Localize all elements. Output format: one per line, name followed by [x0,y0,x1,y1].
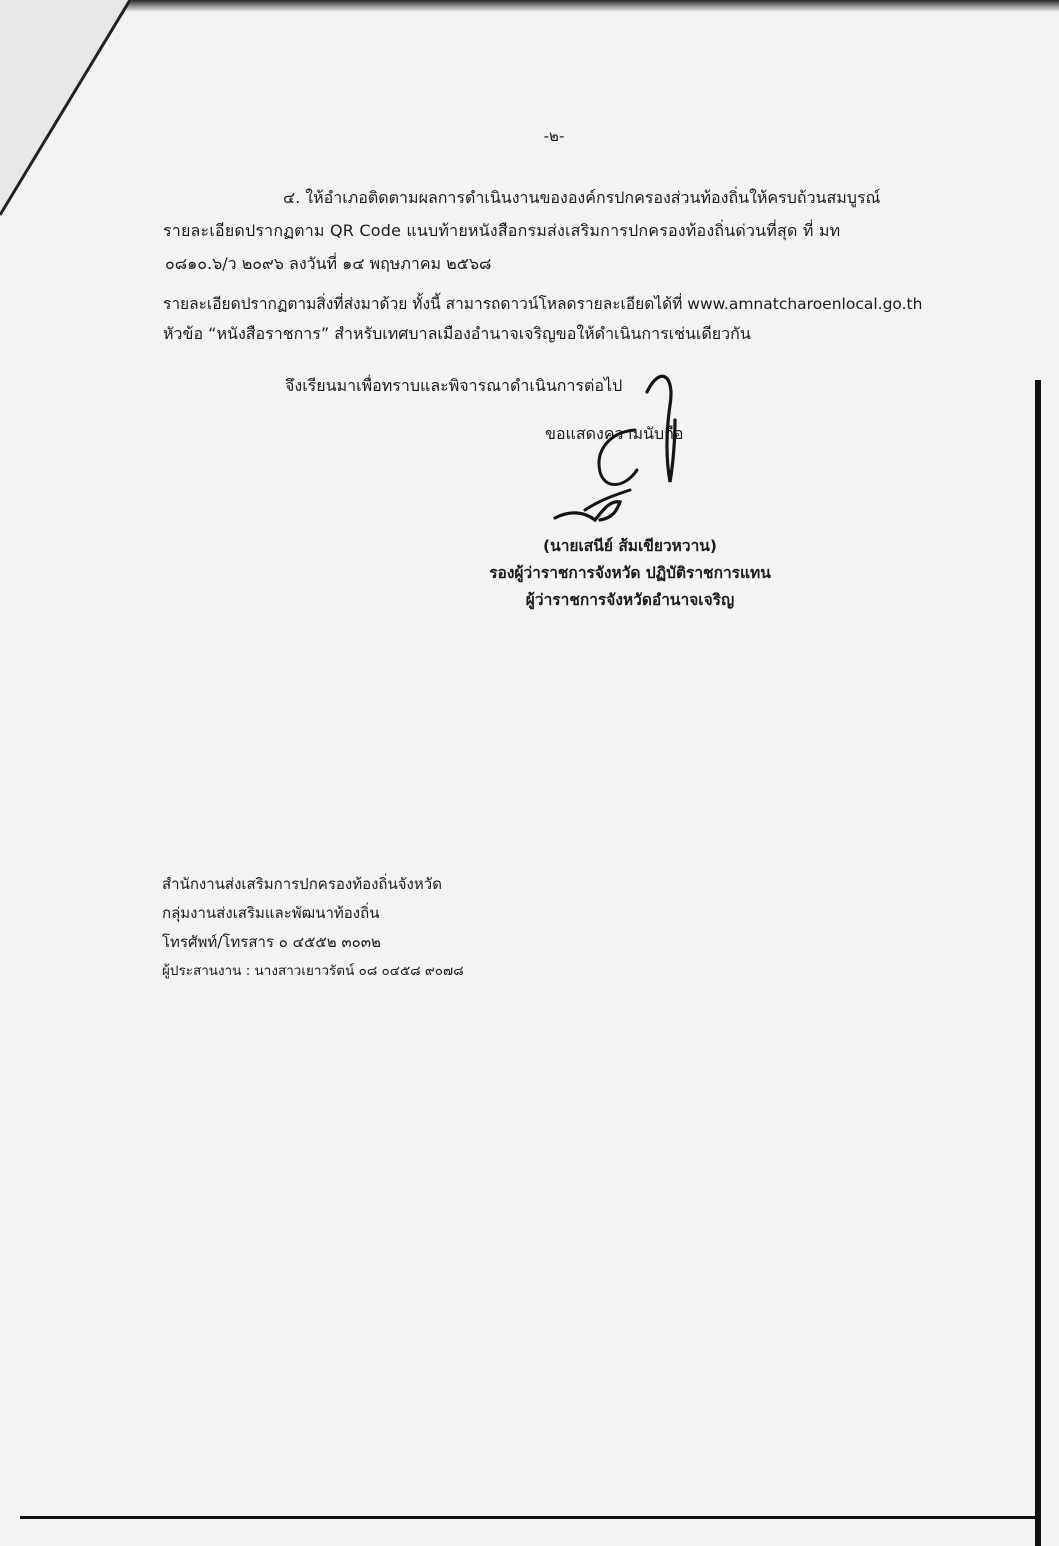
body-line-3: ๐๘๑๐.๖/ว ๒๐๙๖ ลงวันที่ ๑๔ พฤษภาคม ๒๕๖๘ [165,254,492,273]
footer-division: กลุ่มงานส่งเสริมและพัฒนาท้องถิ่น [162,904,380,922]
body-line-5: หัวข้อ “หนังสือราชการ” สำหรับเทศบาลเมืองอำนาจเจริญขอให้ดำเนินการเช่นเดียวกัน [163,324,751,343]
scan-shadow-top [0,0,1059,12]
body-line-4: รายละเอียดปรากฏตามสิ่งที่ส่งมาด้วย ทั้งนี้ สามารถดาวน์โหลดรายละเอียดได้ที่ www.amnatcharoenlocal.go.th [163,295,923,313]
closing-regards: ขอแสดงความนับถือ [545,424,684,443]
footer-phone: โทรศัพท์/โทรสาร ๐ ๔๕๕๒ ๓๐๓๒ [162,933,381,951]
body-line-1: ๔. ให้อำเภอติดตามผลการดำเนินงานขององค์กรปกครองส่วนท้องถิ่นให้ครบถ้วนสมบูรณ์ [283,188,881,207]
scan-fold-edge [0,0,140,230]
signatory-position-1: รองผู้ว่าราชการจังหวัด ปฏิบัติราชการแทน [489,564,771,582]
page-number: -๒- [543,127,565,145]
signatory-position-2: ผู้ว่าราชการจังหวัดอำนาจเจริญ [525,591,735,609]
closing-request: จึงเรียนมาเพื่อทราบและพิจารณาดำเนินการต่อไป [285,376,623,395]
scan-edge-right [1035,380,1041,1546]
signatory-name: (นายเสนีย์ ส้มเขียวหวาน) [543,537,717,555]
signature-block [440,533,820,614]
footer-contact [162,870,464,986]
scan-edge-bottom [20,1516,1040,1519]
footer-office: สำนักงานส่งเสริมการปกครองท้องถิ่นจังหวัด [162,875,442,893]
handwritten-signature [525,360,705,535]
footer-coordinator: ผู้ประสานงาน : นางสาวเยาวรัตน์ ๐๘ ๐๔๕๘ ๙๐๗๘ [162,963,464,979]
body-line-2: รายละเอียดปรากฏตาม QR Code แนบท้ายหนังสือกรมส่งเสริมการปกครองท้องถิ่นด่วนที่สุด ที่ มท [163,221,841,240]
